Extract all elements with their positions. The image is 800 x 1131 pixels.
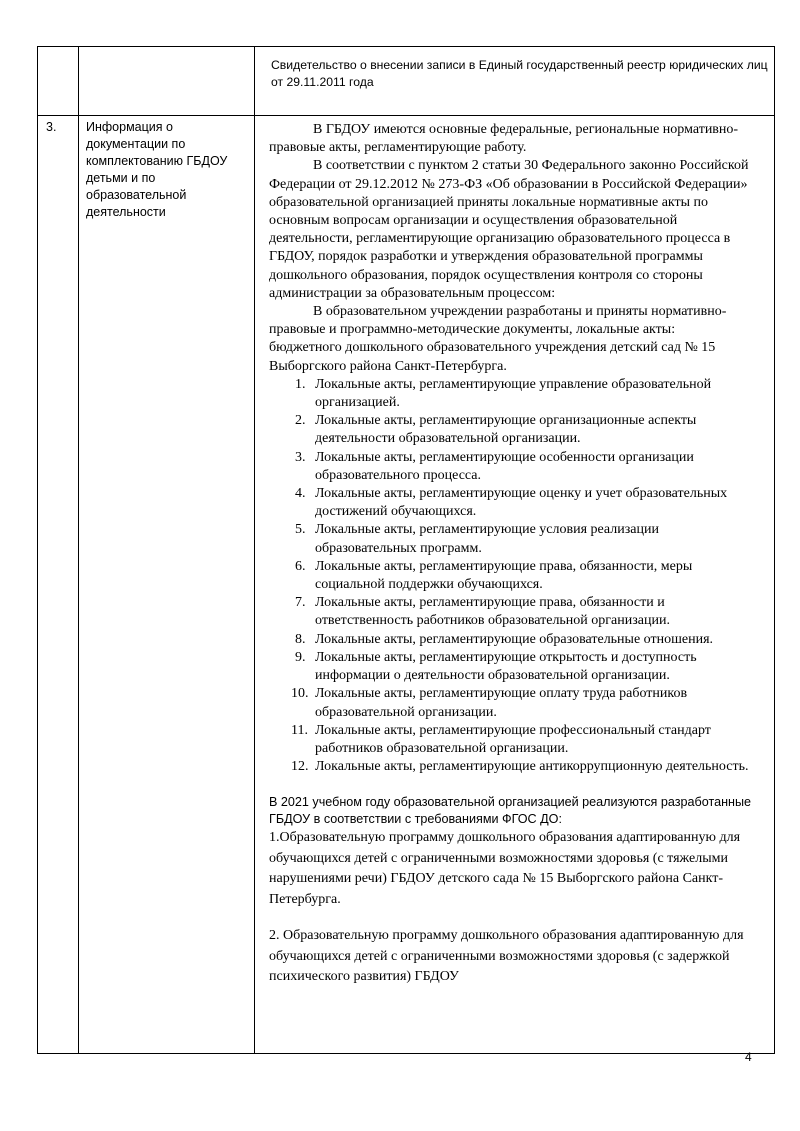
table-row (38, 116, 775, 1054)
list-item-number: 1. (295, 376, 306, 392)
row-number: 3. (38, 116, 79, 1054)
list-item-text: Локальные акты, регламентирующие права, обязанности и ответственность работников образовательной организации. (315, 595, 670, 629)
paragraph: В ГБДОУ имеются основные федеральные, региональные нормативно-правовые акты, регламентирующие работу. (269, 122, 739, 156)
program-item: 2. Образовательную программу дошкольного образования адаптированную для обучающихся детей с ограниченными возможностями здоровья (с задержкой психического развития) ГБДОУ (269, 928, 744, 985)
list-item-number: 8. (295, 631, 306, 647)
list-item-text: Локальные акты, регламентирующие профессиональный стандарт работников образовательной организации. (315, 722, 711, 756)
list-item (291, 722, 762, 758)
list-item-text: Локальные акты, регламентирующие открытость и доступность информации о деятельности образовательной организации. (315, 649, 697, 684)
list-item-number: 2. (295, 413, 306, 429)
list-item (295, 376, 762, 412)
list-item-text: Локальные акты, регламентирующие антикоррупционную деятельность. (315, 759, 749, 775)
list-item-text: Локальные акты, регламентирующие управление образовательной организацией. (315, 376, 712, 411)
paragraph: В соответствии с пунктом 2 статьи 30 Федерального законно Российской Федерации от 29.12.2012 № 273-ФЗ «Об образовании в Российской Федерации» образовательной организацией приняты локальные нормативные акты по основным вопросам организации и осуществления образовательной деятельности, регламентирующие организацию образовательного процесса в ГБДОУ, порядок разработки и утверждения образовательной программы дошкольного образования, порядок осуществления контроля со стороны администрации за образовательным процессом: (269, 158, 749, 301)
list-item-text: Локальные акты, регламентирующие оплату труда работников образовательной организации. (315, 686, 688, 720)
list-item-number: 4. (295, 486, 306, 502)
list-item-text: Локальные акты, регламентирующие права, обязанности, меры социальной поддержки обучающихся. (315, 558, 693, 593)
program-item: 1.Образовательную программу дошкольного образования адаптированную для обучающихся детей с ограниченными возможностями здоровья (с тяжелыми нарушениями речи) ГБДОУ детского сада № 15 Выборгского района Санкт-Петербурга. (269, 830, 741, 907)
list-item-text: Локальные акты, регламентирующие условия реализации образовательных программ. (315, 522, 659, 556)
row-content (255, 116, 775, 1054)
list-item (291, 685, 762, 721)
registration-text: Свидетельство о внесении записи в Единый государственный реестр юридических лиц от 29.11.2011 года (255, 47, 775, 116)
list-item (295, 558, 762, 594)
list-item (295, 594, 762, 630)
list-item-number: 11. (291, 722, 308, 738)
list-item-number: 12. (291, 759, 309, 775)
list-item-text: Локальные акты, регламентирующие оценку и учет образовательных достижений обучающихся. (315, 486, 728, 520)
page-number: 4 (745, 1050, 752, 1064)
year-note: В 2021 учебном году образовательной организацией реализуются разработанные ГБДОУ в соответствии с требованиями ФГОС ДО: (269, 795, 752, 827)
paragraph: В образовательном учреждении разработаны и приняты нормативно-правовые и программно-методические документы, локальные акты: (269, 304, 727, 338)
list-item-number: 7. (295, 595, 306, 611)
table-row (38, 47, 775, 116)
list-item-text: Локальные акты, регламентирующие особенности организации образовательного процесса. (315, 449, 694, 483)
local-acts-list (269, 376, 762, 776)
paragraph: бюджетного дошкольного образовательного учреждения детский сад № 15 Выборгского района Санкт-Петербурга. (269, 340, 716, 374)
list-item-text: Локальные акты, регламентирующие образовательные отношения. (315, 631, 714, 647)
list-item (295, 412, 762, 448)
list-item (295, 631, 762, 649)
number-cell (38, 47, 79, 116)
list-item-number: 6. (295, 558, 306, 574)
list-item (295, 521, 762, 557)
list-item (295, 649, 762, 685)
list-item-number: 10. (291, 686, 309, 702)
row-topic: Информация о документации по комплектованию ГБДОУ детьми и по образовательной деятельности (79, 116, 255, 1054)
info-table (37, 46, 775, 1054)
list-item (291, 758, 762, 776)
list-item (295, 485, 762, 521)
list-item (295, 449, 762, 485)
list-item-number: 3. (295, 449, 306, 465)
list-item-text: Локальные акты, регламентирующие организационные аспекты деятельности образовательной организации. (315, 413, 697, 447)
list-item-number: 9. (295, 649, 306, 665)
list-item-number: 5. (295, 522, 306, 538)
topic-cell (79, 47, 255, 116)
